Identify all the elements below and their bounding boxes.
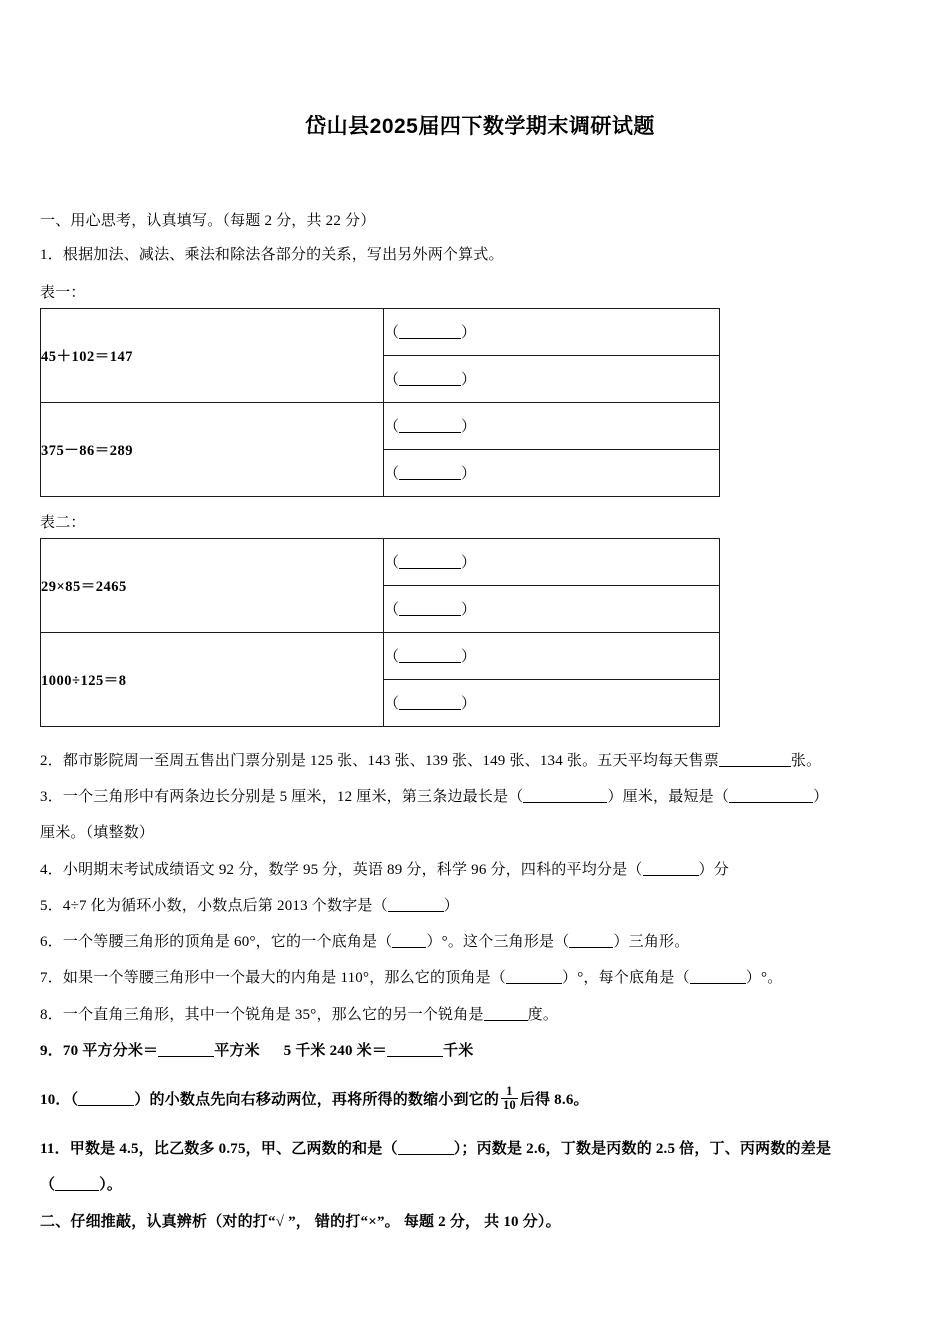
question-2 [40, 750, 920, 773]
question-9-blank-2[interactable] [387, 1042, 443, 1057]
table-one-answer-1b[interactable]: （ ） [384, 355, 720, 402]
table-row [41, 308, 720, 355]
question-3-text-b: ）厘米，最短是（ [607, 789, 730, 805]
section-one-heading: 一、用心思考，认真填写。（每题 2 分，共 22 分） [40, 213, 376, 229]
question-5-blank[interactable] [388, 897, 444, 912]
question-1-text: 1．根据加法、减法、乘法和除法各部分的关系，写出另外两个算式。 [40, 246, 504, 263]
question-10-text-a: 10．（ [40, 1091, 79, 1108]
question-11-text-c: （ [40, 1177, 56, 1194]
question-7 [40, 967, 920, 990]
question-3-continuation: 厘米。（填整数） [40, 825, 155, 842]
question-8-text-b: 度。 [527, 1006, 559, 1023]
fraction-one-tenth [501, 1085, 518, 1112]
question-3-blank-1[interactable] [523, 788, 607, 803]
question-7-blank-1[interactable] [506, 969, 562, 984]
table-one-label: 表一： [40, 284, 86, 301]
table-one [40, 308, 720, 497]
question-11-text-d: ）。 [99, 1177, 123, 1194]
question-5 [40, 895, 920, 918]
question-5-text-b: ） [443, 897, 459, 914]
page-title: 岱山县2025届四下数学期末调研试题 [305, 115, 655, 138]
question-9-text-c: 5 千米 240 米＝ [283, 1042, 388, 1059]
table-two [40, 538, 720, 727]
question-7-blank-2[interactable] [690, 969, 746, 984]
question-10-blank[interactable] [78, 1091, 134, 1106]
question-8-text-a: 8．一个直角三角形，其中一个锐角是 35°，那么它的另一个锐角是 [40, 1006, 484, 1023]
answer-blank[interactable] [399, 696, 461, 711]
question-6 [40, 931, 920, 954]
table-two-answer-2a[interactable]: （ ） [384, 632, 720, 679]
question-11-continuation [40, 1174, 920, 1197]
question-11-blank-1[interactable] [398, 1140, 454, 1155]
answer-blank[interactable] [399, 372, 461, 387]
table-two-answer-2b[interactable]: （ ） [384, 679, 720, 726]
table-one-answer-2a[interactable]: （ ） [384, 402, 720, 449]
question-10-text-b: ）的小数点先向右移动两位，再将所得的数缩小到它的 [134, 1091, 500, 1108]
question-3-text-c: ） [813, 789, 829, 805]
question-6-text-c: ）三角形。 [613, 934, 690, 950]
answer-blank[interactable] [399, 602, 461, 617]
question-9-text-a: 9．70 平方分米＝ [40, 1042, 159, 1059]
fraction-denominator: 10 [503, 1097, 516, 1112]
table-row [41, 538, 720, 585]
question-6-blank-2[interactable] [569, 933, 613, 948]
section-two-heading: 二、仔细推敲，认真辨析（对的打“√ ”， 错的打“×”。 每题 2 分， 共 10 分）。 [40, 1213, 561, 1230]
question-3-text-a: 3．一个三角形中有两条边长分别是 5 厘米，12 厘米，第三条边最长是（ [40, 789, 524, 805]
question-2-text-b: 张。 [790, 752, 822, 769]
question-2-text-a: 2．都市影院周一至周五售出门票分别是 125 张、143 张、139 张、149 张、134 张。五天平均每天售票 [40, 752, 719, 769]
question-6-text-a: 6．一个等腰三角形的顶角是 60°，它的一个底角是（ [40, 934, 393, 950]
question-4-text-b: ）分 [698, 861, 729, 878]
question-4-blank[interactable] [643, 860, 699, 875]
table-one-answer-1a[interactable]: （ ） [384, 308, 720, 355]
question-11 [40, 1138, 920, 1161]
answer-blank[interactable] [399, 325, 461, 340]
table-one-answer-2b[interactable]: （ ） [384, 449, 720, 496]
question-11-text-a: 11．甲数是 4.5，比乙数多 0.75，甲、乙两数的和是（ [40, 1141, 398, 1157]
question-7-text-b: ）°，每个底角是（ [562, 970, 690, 987]
table-row [41, 632, 720, 679]
question-6-blank-1[interactable] [392, 933, 426, 948]
table-two-answer-1b[interactable]: （ ） [384, 585, 720, 632]
answer-blank[interactable] [399, 466, 461, 481]
question-10-text-c: 后得 8.6。 [519, 1091, 589, 1108]
question-7-text-a: 7．如果一个等腰三角形中一个最大的内角是 110°，那么它的顶角是（ [40, 970, 506, 987]
question-8 [40, 1004, 920, 1027]
question-11-blank-2[interactable] [55, 1176, 99, 1191]
question-7-text-c: ）°。 [745, 970, 783, 987]
page-content [40, 0, 920, 1234]
question-10 [40, 1085, 920, 1112]
question-4-text-a: 4．小明期末考试成绩语文 92 分，数学 95 分，英语 89 分，科学 96 分，四科的平均分是（ [40, 861, 643, 878]
table-two-answer-1a[interactable]: （ ） [384, 538, 720, 585]
answer-blank[interactable] [399, 555, 461, 570]
fraction-numerator: 1 [501, 1085, 518, 1099]
table-two-label: 表二： [40, 514, 86, 531]
question-9-text-b: 平方米 [214, 1042, 260, 1059]
question-9-text-d: 千米 [443, 1042, 474, 1059]
table-two-expression-2: 1000÷125＝8 [41, 632, 384, 726]
question-3-blank-2[interactable] [729, 788, 813, 803]
table-two-expression-1: 29×85＝2465 [41, 538, 384, 632]
question-11-text-b: ）；丙数是 2.6，丁数是丙数的 2.5 倍，丁、丙两数的差是 [453, 1141, 832, 1157]
table-one-expression-1: 45＋102＝147 [41, 308, 384, 402]
question-2-blank[interactable] [719, 752, 791, 767]
question-9-blank-1[interactable] [158, 1042, 214, 1057]
question-3 [40, 786, 920, 809]
table-one-expression-2: 375－86＝289 [41, 402, 384, 496]
question-5-text-a: 5．4÷7 化为循环小数，小数点后第 2013 个数字是（ [40, 897, 388, 914]
question-4 [40, 859, 920, 882]
question-8-blank[interactable] [484, 1005, 528, 1020]
answer-blank[interactable] [399, 419, 461, 434]
table-row [41, 402, 720, 449]
question-9 [40, 1040, 920, 1063]
answer-blank[interactable] [399, 649, 461, 664]
question-6-text-b: ）°。这个三角形是（ [426, 934, 570, 950]
